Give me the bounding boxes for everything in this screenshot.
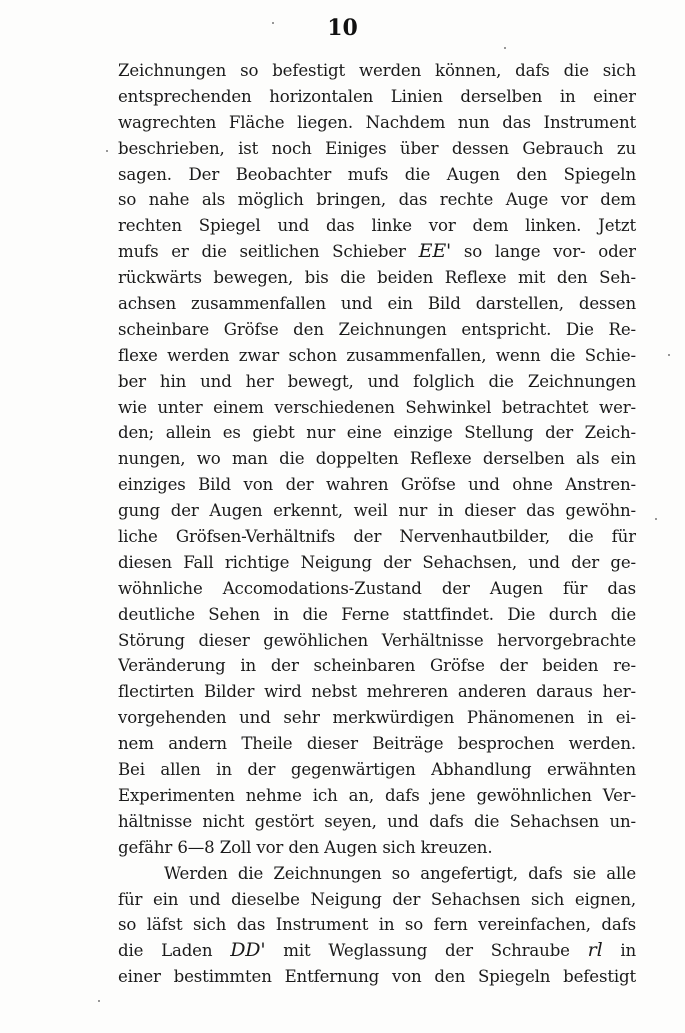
text-line: beschrieben, ist noch Einiges über dessen Gebrauch zu	[118, 138, 636, 158]
body-text	[118, 58, 636, 990]
text-line: rechten Spiegel und das linke vor dem linken. Jetzt	[118, 216, 636, 236]
text-line: deutliche Sehen in die Ferne stattfindet. Die durch die	[118, 604, 636, 624]
text-line	[118, 938, 636, 964]
text-line: den; allein es giebt nur eine einzige Stellung der Zeich-	[118, 423, 636, 443]
text-line: entsprechenden horizontalen Linien derselben in einer	[118, 86, 636, 106]
text-line: Experimenten nehme ich an, dafs jene gewöhnlichen Ver-	[118, 785, 636, 805]
text-line: flexe werden zwar schon zusammenfallen, wenn die Schie-	[118, 345, 636, 365]
text-line: so nahe als möglich bringen, das rechte Auge vor dem	[118, 190, 636, 210]
text-line: für ein und dieselbe Neigung der Sehachsen sich eignen,	[118, 889, 636, 909]
text-line: nungen, wo man die doppelten Reflexe derselben als ein	[118, 449, 636, 469]
text-line: so läfst sich das Instrument in so fern vereinfachen, dafs	[118, 915, 636, 935]
text-line: flectirten Bilder wird nebst mehreren anderen daraus her-	[118, 682, 636, 702]
text-fragment: die Laden	[118, 941, 213, 961]
text-line: vorgehenden und sehr merkwürdigen Phänomenen in ei-	[118, 708, 636, 728]
scan-speck	[668, 354, 670, 356]
math-symbol: DD'	[230, 939, 266, 962]
text-line: ber hin und her bewegt, und folglich die Zeichnungen	[118, 371, 636, 391]
text-line: diesen Fall richtige Neigung der Sehachsen, und der ge-	[118, 552, 636, 572]
scan-speck	[106, 150, 108, 152]
text-line: achsen zusammenfallen und ein Bild darstellen, dessen	[118, 294, 636, 314]
scan-speck	[655, 518, 657, 520]
text-line: Zeichnungen so befestigt werden können, dafs die sich	[118, 61, 636, 80]
scan-speck	[98, 1000, 100, 1002]
page-number: 10	[327, 15, 358, 41]
text-line: Bei allen in der gegenwärtigen Abhandlung erwähnten	[118, 760, 636, 780]
text-fragment: so lange vor- oder	[463, 242, 636, 262]
text-line: Werden die Zeichnungen so angefertigt, dafs sie alle	[164, 863, 636, 883]
math-symbol: rl	[587, 939, 603, 962]
text-fragment: in	[620, 941, 636, 961]
text-line: Veränderung in der scheinbaren Gröfse der beiden re-	[118, 656, 636, 676]
text-line: einziges Bild von der wahren Gröfse und ohne Anstren-	[118, 475, 636, 495]
math-symbol: EE'	[418, 240, 452, 263]
text-line: sagen. Der Beobachter mufs die Augen den Spiegeln	[118, 164, 636, 184]
text-line: nem andern Theile dieser Beiträge besprochen werden.	[118, 734, 636, 754]
text-line: liche Gröfsen-Verhältnifs der Nervenhautbilder, die für	[118, 527, 636, 547]
text-line: Störung dieser gewöhlichen Verhältnisse hervorgebrachte	[118, 630, 636, 650]
scan-speck	[272, 22, 274, 24]
scan-speck	[504, 47, 506, 49]
text-line: wöhnliche Accomodations-Zustand der Augen für das	[118, 578, 636, 598]
text-fragment: mit Weglassung der Schraube	[283, 941, 570, 961]
text-fragment: mufs er die seitlichen Schieber	[118, 242, 406, 262]
text-line: einer bestimmten Entfernung von den Spiegeln befestigt	[118, 967, 636, 987]
text-line	[118, 239, 636, 265]
text-line: wagrechten Fläche liegen. Nachdem nun das Instrument	[118, 112, 636, 132]
text-line: rückwärts bewegen, bis die beiden Reflexe mit den Seh-	[118, 268, 636, 288]
text-line: wie unter einem verschiedenen Sehwinkel betrachtet wer-	[118, 397, 636, 417]
text-line: hältnisse nicht gestört seyen, und dafs die Sehachsen un-	[118, 811, 636, 831]
text-line: gung der Augen erkennt, weil nur in dieser das gewöhn-	[118, 501, 636, 521]
text-line: scheinbare Gröfse den Zeichnungen entspricht. Die Re-	[118, 319, 636, 339]
text-line: gefähr 6—8 Zoll vor den Augen sich kreuzen.	[118, 837, 493, 857]
